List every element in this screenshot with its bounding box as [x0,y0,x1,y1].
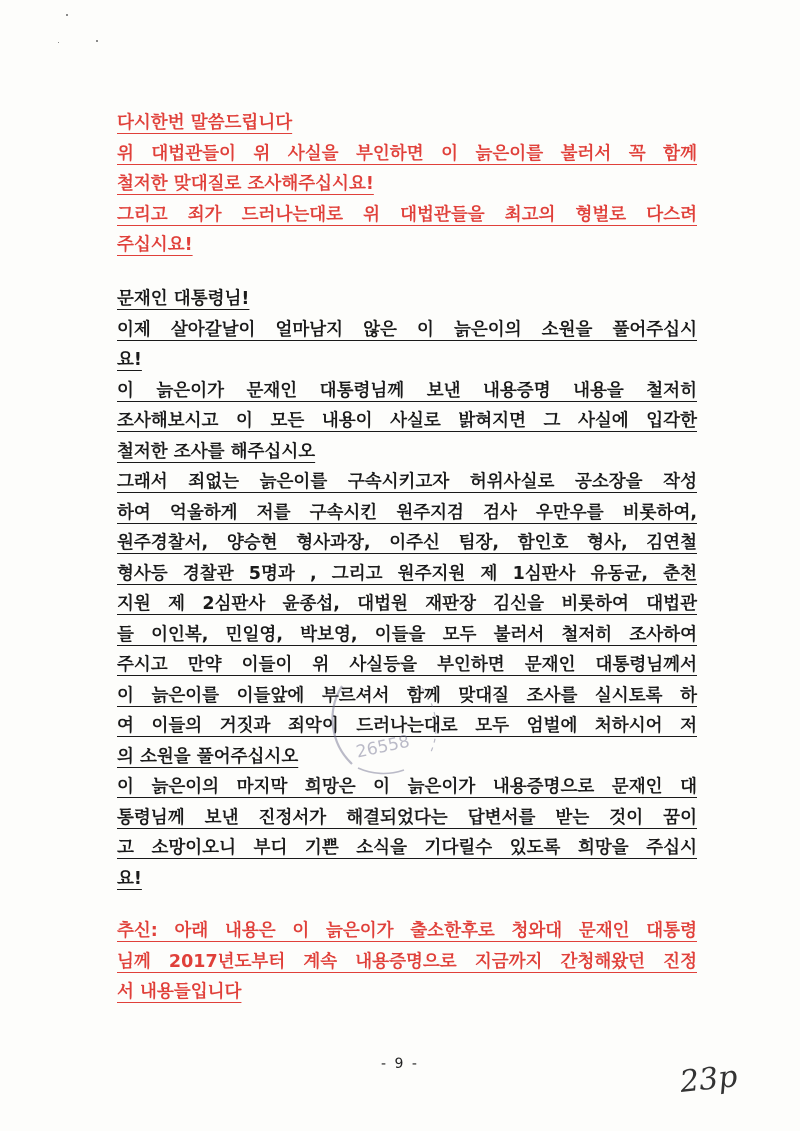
text-line: 추신: 아래 내용은 이 늙은이가 출소한후로 청와대 문재인 대통령 [117,921,697,941]
postscript-paragraph [117,916,697,1008]
text-line: 하여 억울하게 저를 구속시킨 원주지검 검사 우만우를 비롯하여, [117,502,697,523]
text-line: 지원 제 2심판사 윤종섭, 대법원 재판장 김신을 비롯하여 대법관 [117,594,697,614]
text-line: 그래서 죄없는 늙은이를 구속시키고자 허위사실로 공소장을 작성 [117,472,697,492]
scan-speck [66,14,68,16]
text-line: 위 대법관들이 위 사실을 부인하면 이 늙은이를 불러서 꼭 함께 [117,143,697,164]
text-line: 주시고 만약 이들이 위 사실등을 부인하면 문재인 대통령님께서 [117,655,697,675]
scan-speck [58,42,59,43]
text-line: 다시한번 말씀드립니다 [117,113,293,133]
text-line: 들 이인복, 민일영, 박보영, 이들을 모두 불러서 철저히 조사하여 [117,624,697,645]
salutation: 문재인 대통령님! [117,289,250,309]
text-line: 이 늙은이의 마지막 희망은 이 늙은이가 내용증명으로 문재인 대 [117,777,697,797]
text-line: 주십시요! [117,235,193,255]
text-line: 조사해보시고 이 모든 내용이 사실로 밝혀지면 그 사실에 입각한 [117,411,697,431]
text-line: 요! [117,868,142,889]
text-line: 이제 살아갈날이 얼마남지 않은 이 늙은이의 소원을 풀어주십시 [117,319,697,340]
text-line: 그리고 죄가 드러나는대로 위 대법관들을 최고의 형벌로 다스려 [117,204,697,225]
red-opening-paragraph [117,108,697,261]
text-line: 통령님께 보낸 진정서가 해결되었다는 답변서를 받는 것이 꿈이 [117,807,697,828]
body-paragraph [117,284,697,894]
text-line: 형사등 경찰관 5명과 , 그리고 원주지원 제 1심판사 유동균, 춘천 [117,563,697,584]
text-line: 요! [117,350,142,370]
text-line: 의 소원을 풀어주십시오 [117,746,299,767]
text-line: 님께 2017년도부터 계속 내용증명으로 지금까지 간청해왔던 진정 [117,951,697,972]
stamp-number: 26558 [354,731,412,763]
text-line: 고 소망이오니 부디 기쁜 소식을 기다릴수 있도록 희망을 주십시 [117,838,697,858]
text-line: 이 늙은이가 문재인 대통령님께 보낸 내용증명 내용을 철저히 [117,380,697,401]
official-stamp [312,668,462,778]
text-line: 철저한 조사를 해주십시오 [117,441,316,462]
text-line: 철저한 맞대질로 조사해주십시요! [117,174,374,194]
text-line: 서 내용들입니다 [117,982,242,1002]
scan-speck [96,40,98,42]
text-line: 이 늙은이를 이들앞에 부르셔서 함께 맞대질 조사를 실시토록 하 [117,685,697,706]
handwritten-page-note: 23p [678,1059,740,1100]
text-line: 원주경찰서, 양승현 형사과장, 이주신 팀장, 함인호 형사, 김연철 [117,533,697,553]
text-line: 여 이들의 거짓과 죄악이 드러나는대로 모두 엄벌에 처하시어 저 [117,716,697,736]
page-number: - 9 - [381,1056,419,1072]
